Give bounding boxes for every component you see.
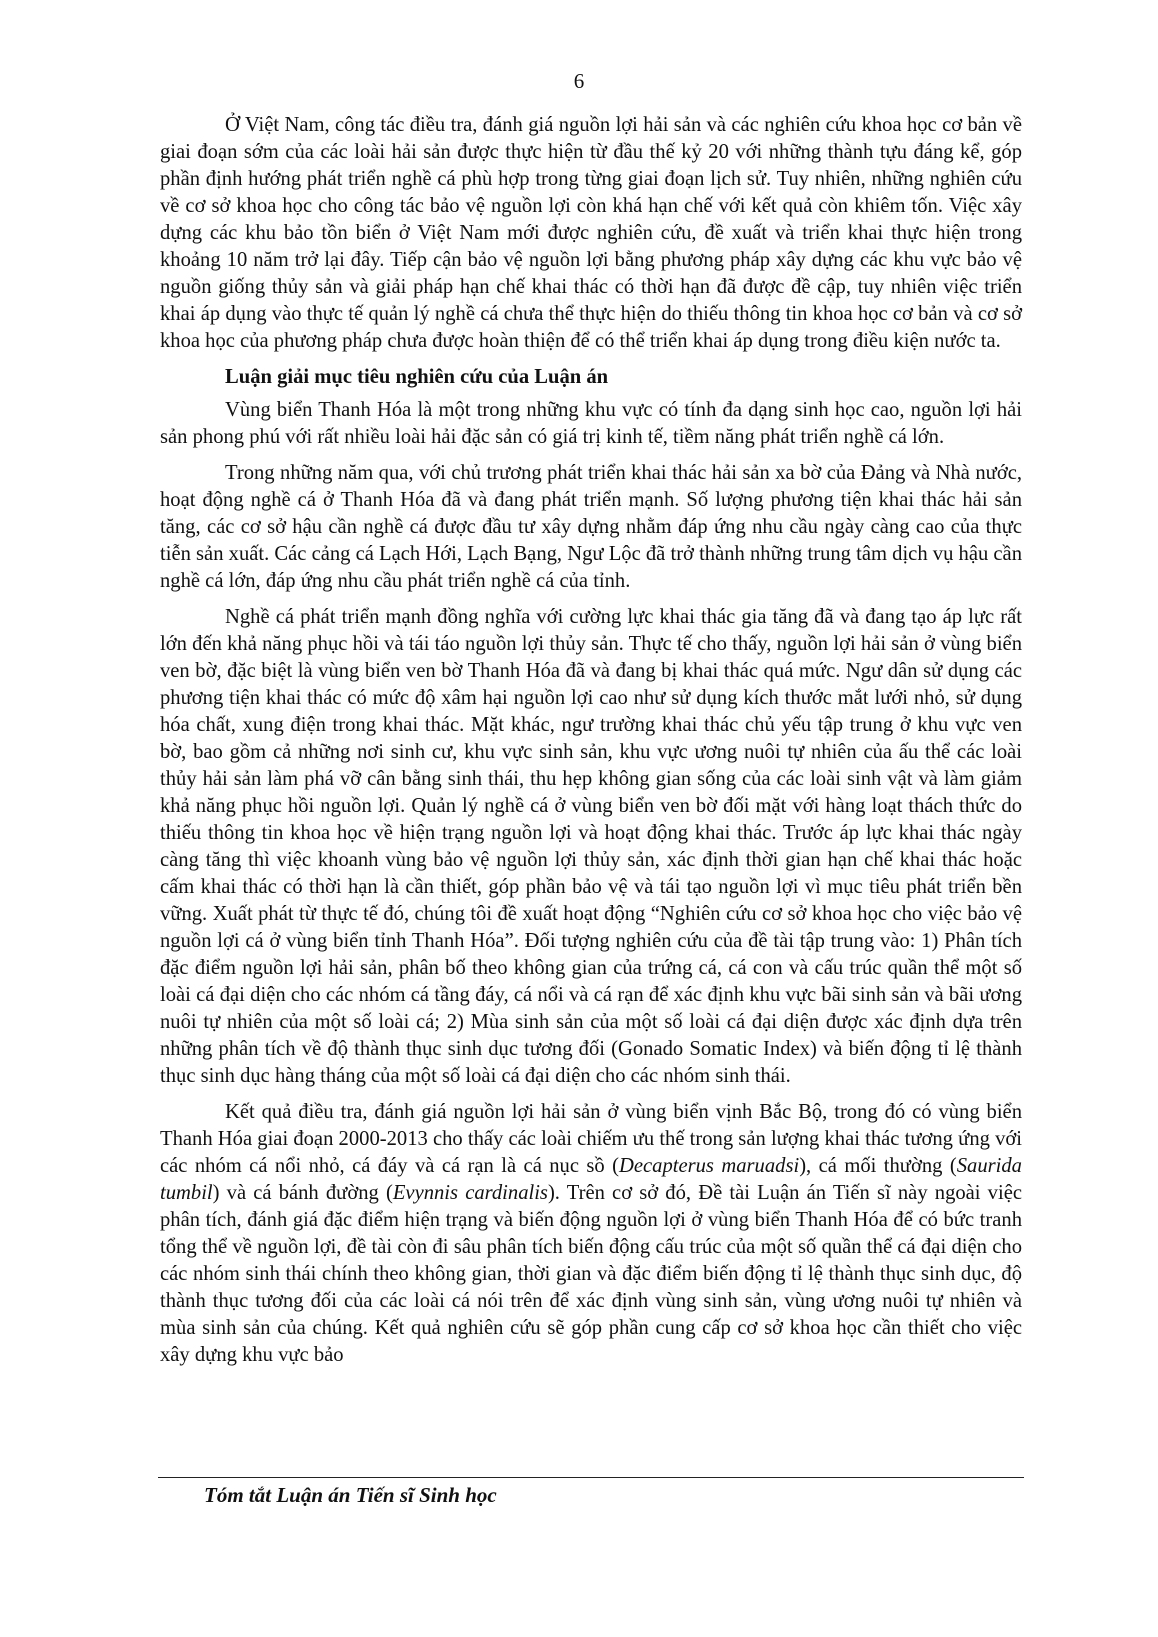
footer-divider (158, 1477, 1024, 1478)
footer-title: Tóm tắt Luận án Tiến sĩ Sinh học (204, 1483, 497, 1507)
species-name: Evynnis cardinalis (392, 1182, 548, 1204)
paragraph-results (160, 1099, 1022, 1369)
paragraph-intro: Ở Việt Nam, công tác điều tra, đánh giá nguồn lợi hải sản và các nghiên cứu khoa học cơ bản về giai đoạn sớm của các loài hải sản được thực hiện từ đầu thế kỷ 20 với những thành tựu đáng kể, góp phần định hướng phát triển nghề cá phù hợp trong từng giai đoạn lịch sử. Tuy nhiên, những nghiên cứu về cơ sở khoa học cho công tác bảo vệ nguồn lợi còn khá hạn chế với kết quả còn khiêm tốn. Việc xây dựng các khu bảo tồn biển ở Việt Nam mới được nghiên cứu, đề xuất và triển khai thực hiện trong khoảng 10 năm trở lại đây. Tiếp cận bảo vệ nguồn lợi bằng phương pháp xây dựng các khu vực bảo vệ nguồn giống thủy sản và giải pháp hạn chế khai thác có thời hạn đã được đề cập, tuy nhiên việc triển khai áp dụng vào thực tế quản lý nghề cá chưa thể thực hiện do thiếu thông tin khoa học cơ bản và cơ sở khoa học của phương pháp chưa được hoàn thiện để có thể triển khai áp dụng trong điều kiện nước ta. (160, 114, 1022, 352)
text-segment: ) và cá bánh đường ( (212, 1182, 393, 1204)
text-segment: ), cá mối thường ( (799, 1155, 957, 1177)
species-name: Saurida tumbil (160, 1155, 1022, 1204)
paragraph-development: Trong những năm qua, với chủ trương phát triển khai thác hải sản xa bờ của Đảng và Nhà nước, hoạt động nghề cá ở Thanh Hóa đã và đang phát triển mạnh. Số lượng phương tiện khai thác hải sản tăng, các cơ sở hậu cần nghề cá được đầu tư xây dựng nhằm đáp ứng nhu cầu ngày càng cao của thực tiễn sản xuất. Các cảng cá Lạch Hới, Lạch Bạng, Ngư Lộc đã trở thành những trung tâm dịch vụ hậu cần nghề cá lớn, đáp ứng nhu cầu phát triển nghề cá của tỉnh. (160, 462, 1022, 592)
paragraph-region: Vùng biển Thanh Hóa là một trong những khu vực có tính đa dạng sinh học cao, nguồn lợi hải sản phong phú với rất nhiều loài hải đặc sản có giá trị kinh tế, tiềm năng phát triển nghề cá lớn. (160, 399, 1022, 448)
text-segment: ). Trên cơ sở đó, Đề tài Luận án Tiến sĩ này ngoài việc phân tích, đánh giá đặc điểm hiện trạng và biến động nguồn lợi ở vùng biển Thanh Hóa để có bức tranh tổng thể về nguồn lợi, đề tài còn đi sâu phân tích biến động cấu trúc của một số quần thể cá đại diện cho các nhóm sinh thái chính theo không gian, thời gian và đặc điểm biến động tỉ lệ thành thục sinh dục, độ thành thục tương đối của các loài cá nói trên để xác định vùng sinh sản, vùng ương nuôi tự nhiên và mùa sinh sản của chúng. Kết quả nghiên cứu sẽ góp phần cung cấp cơ sở khoa học cần thiết cho việc xây dựng khu vực bảo (160, 1182, 1022, 1366)
page-number: 6 (573, 69, 585, 93)
paragraph-pressure: Nghề cá phát triển mạnh đồng nghĩa với cường lực khai thác gia tăng đã và đang tạo áp lực rất lớn đến khả năng phục hồi và tái táo nguồn lợi thủy sản. Thực tế cho thấy, nguồn lợi hải sản ở vùng biển ven bờ, đặc biệt là vùng biển ven bờ Thanh Hóa đã và đang bị khai thác quá mức. Ngư dân sử dụng các phương tiện khai thác có mức độ xâm hại nguồn lợi cao như sử dụng kích thước mắt lưới nhỏ, sử dụng hóa chất, xung điện trong khai thác. Mặt khác, ngư trường khai thác chủ yếu tập trung ở khu vực ven bờ, bao gồm cả những nơi sinh cư, khu vực sinh sản, khu vực ương nuôi tự nhiên của ấu thể các loài thủy hải sản làm phá vỡ cân bằng sinh thái, thu hẹp không gian sống của các loài sinh vật và làm giảm khả năng phục hồi nguồn lợi. Quản lý nghề cá ở vùng biển ven bờ đối mặt với hàng loạt thách thức do thiếu thông tin khoa học về hiện trạng nguồn lợi và hoạt động khai thác. Trước áp lực khai thác ngày càng tăng thì việc khoanh vùng bảo vệ nguồn lợi thủy sản, xác định thời gian hạn chế khai thác hoặc cấm khai thác có thời hạn là cần thiết, góp phần bảo vệ và tái tạo nguồn lợi vì mục tiêu phát triển bền vững. Xuất phát từ thực tế đó, chúng tôi đề xuất hoạt động “Nghiên cứu cơ sở khoa học cho việc bảo vệ nguồn lợi cá ở vùng biển tỉnh Thanh Hóa”. Đối tượng nghiên cứu của đề tài tập trung vào: 1) Phân tích đặc điểm nguồn lợi hải sản, phân bố theo không gian của trứng cá, cá con và cấu trúc quần thể một số loài cá đại diện cho các nhóm cá tầng đáy, cá nổi và cá rạn để xác định khu vực bãi sinh sản và bãi ương nuôi tự nhiên của một số loài cá; 2) Mùa sinh sản của một số loài cá đại diện được xác định dựa trên những phân tích về độ thành thục sinh dục tương đối (Gonado Somatic Index) và biến động tỉ lệ thành thục sinh dục hàng tháng của một số loài cá đại diện cho các nhóm sinh thái. (160, 606, 1022, 1087)
text-segment: Kết quả điều tra, đánh giá nguồn lợi hải sản ở vùng biển vịnh Bắc Bộ, trong đó có vùng biển Thanh Hóa giai đoạn 2000-2013 cho thấy các loài chiếm ưu thế trong sản lượng khai thác tương ứng với các nhóm cá nổi nhỏ, cá đáy và cá rạn là cá nục sồ ( (160, 1101, 1022, 1177)
section-heading: Luận giải mục tiêu nghiên cứu của Luận án (225, 366, 609, 388)
document-body (160, 112, 1022, 1378)
species-name: Decapterus maruadsi (619, 1155, 800, 1177)
